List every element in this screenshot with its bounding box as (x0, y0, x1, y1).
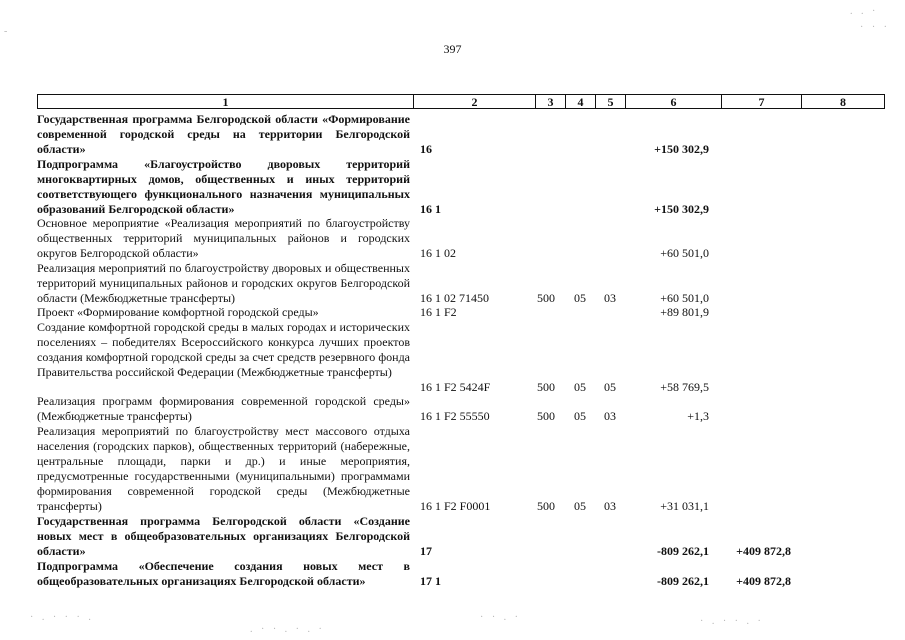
scan-noise: · . · · . · (700, 616, 764, 627)
row-col4: 05 (574, 291, 586, 305)
row-col5: 03 (604, 291, 616, 305)
row-code: 17 (420, 544, 432, 558)
row-col3: 500 (537, 409, 555, 423)
row-col3: 500 (537, 380, 555, 394)
header-col-1: 1 (222, 95, 229, 109)
row-name: Государственная программа Белгородской области «Формирование современной городской среды на территории Белгородской области» (37, 112, 410, 156)
row-col5: 03 (604, 499, 616, 513)
row-sum-col6: +58 769,5 (660, 380, 709, 394)
page-number: 397 (443, 42, 462, 56)
scan-noise: · · · (860, 22, 890, 33)
row-name: Подпрограмма «Благоустройство дворовых территорий многоквартирных домов, общественных и иных территорий соответствующего функционального назначения муниципальных образований Белгородской области» (37, 157, 410, 216)
row-sum-col6: +150 302,9 (654, 202, 709, 216)
row-col4: 05 (574, 380, 586, 394)
row-sum-col7: +409 872,8 (736, 544, 791, 558)
row-name: Реализация мероприятий по благоустройству дворовых и общественных территорий муниципальных районов и городских округов Белгородской области (Межбюджетные трансферты) (37, 261, 410, 305)
scan-noise: · . · · · . (30, 612, 94, 623)
row-name: Реализация мероприятий по благоустройству мест массового отдыха населения (городских парков), общественных территорий (набережные, центральные площади, парки и др.) и иные мероприятия, предусмотренные государственными (муниципальными) программами формирования современной городской среды (Межбюджетные трансферты) (37, 424, 410, 513)
scan-noise: - (4, 26, 11, 37)
row-sum-col6: +150 302,9 (654, 142, 709, 156)
row-sum-col6: +31 031,1 (660, 499, 709, 513)
row-sum-col7: +409 872,8 (736, 574, 791, 588)
row-sum-col6: +60 501,0 (660, 246, 709, 260)
header-col-5: 5 (595, 95, 625, 108)
scan-noise: . · · . · . · (250, 624, 325, 635)
row-code: 16 1 F2 F0001 (420, 499, 491, 513)
row-code: 17 1 (420, 574, 441, 588)
row-col5: 03 (604, 409, 616, 423)
table-header (37, 94, 885, 109)
row-col5: 05 (604, 380, 616, 394)
header-col-3: 3 (535, 95, 565, 108)
row-col4: 05 (574, 409, 586, 423)
row-sum-col6: -809 262,1 (657, 544, 709, 558)
row-col4: 05 (574, 499, 586, 513)
row-code: 16 1 F2 5424F (420, 380, 491, 394)
row-name: Создание комфортной городской среды в малых городах и исторических поселениях – победителях Всероссийского конкурса лучших проектов создания комфортной городской среды за счет средств резервного фонда Правительства российской Федерации (Межбюджетные трансферты) (37, 320, 410, 379)
row-name: Реализация программ формирования современной городской среды» (Межбюджетные трансферты) (37, 394, 410, 423)
row-sum-col6: -809 262,1 (657, 574, 709, 588)
scan-noise: · · . · (480, 612, 521, 623)
scan-noise: . . · (850, 6, 879, 17)
row-name: Подпрограмма «Обеспечение создания новых мест в общеобразовательных организациях Белгородской области» (37, 559, 410, 588)
header-col-8: 8 (801, 95, 884, 108)
row-col3: 500 (537, 499, 555, 513)
row-code: 16 1 02 71450 (420, 291, 489, 305)
row-code: 16 1 F2 (420, 305, 457, 319)
row-name: Государственная программа Белгородской области «Создание новых мест в общеобразовательных организациях Белгородской области» (37, 514, 410, 558)
header-col-2: 2 (413, 95, 535, 108)
header-col-7: 7 (721, 95, 801, 108)
row-name: Основное мероприятие «Реализация мероприятий по благоустройству общественных территорий муниципальных районов и городских округов Белгородской области» (37, 216, 410, 260)
header-col-4: 4 (565, 95, 595, 108)
row-sum-col6: +60 501,0 (660, 291, 709, 305)
row-code: 16 1 (420, 202, 441, 216)
row-code: 16 1 F2 55550 (420, 409, 490, 423)
row-code: 16 1 02 (420, 246, 456, 260)
row-name: Проект «Формирование комфортной городской среды» (37, 305, 319, 319)
row-col3: 500 (537, 291, 555, 305)
row-sum-col6: +89 801,9 (660, 305, 709, 319)
row-code: 16 (420, 142, 432, 156)
row-sum-col6: +1,3 (687, 409, 709, 423)
header-col-6: 6 (625, 95, 721, 108)
